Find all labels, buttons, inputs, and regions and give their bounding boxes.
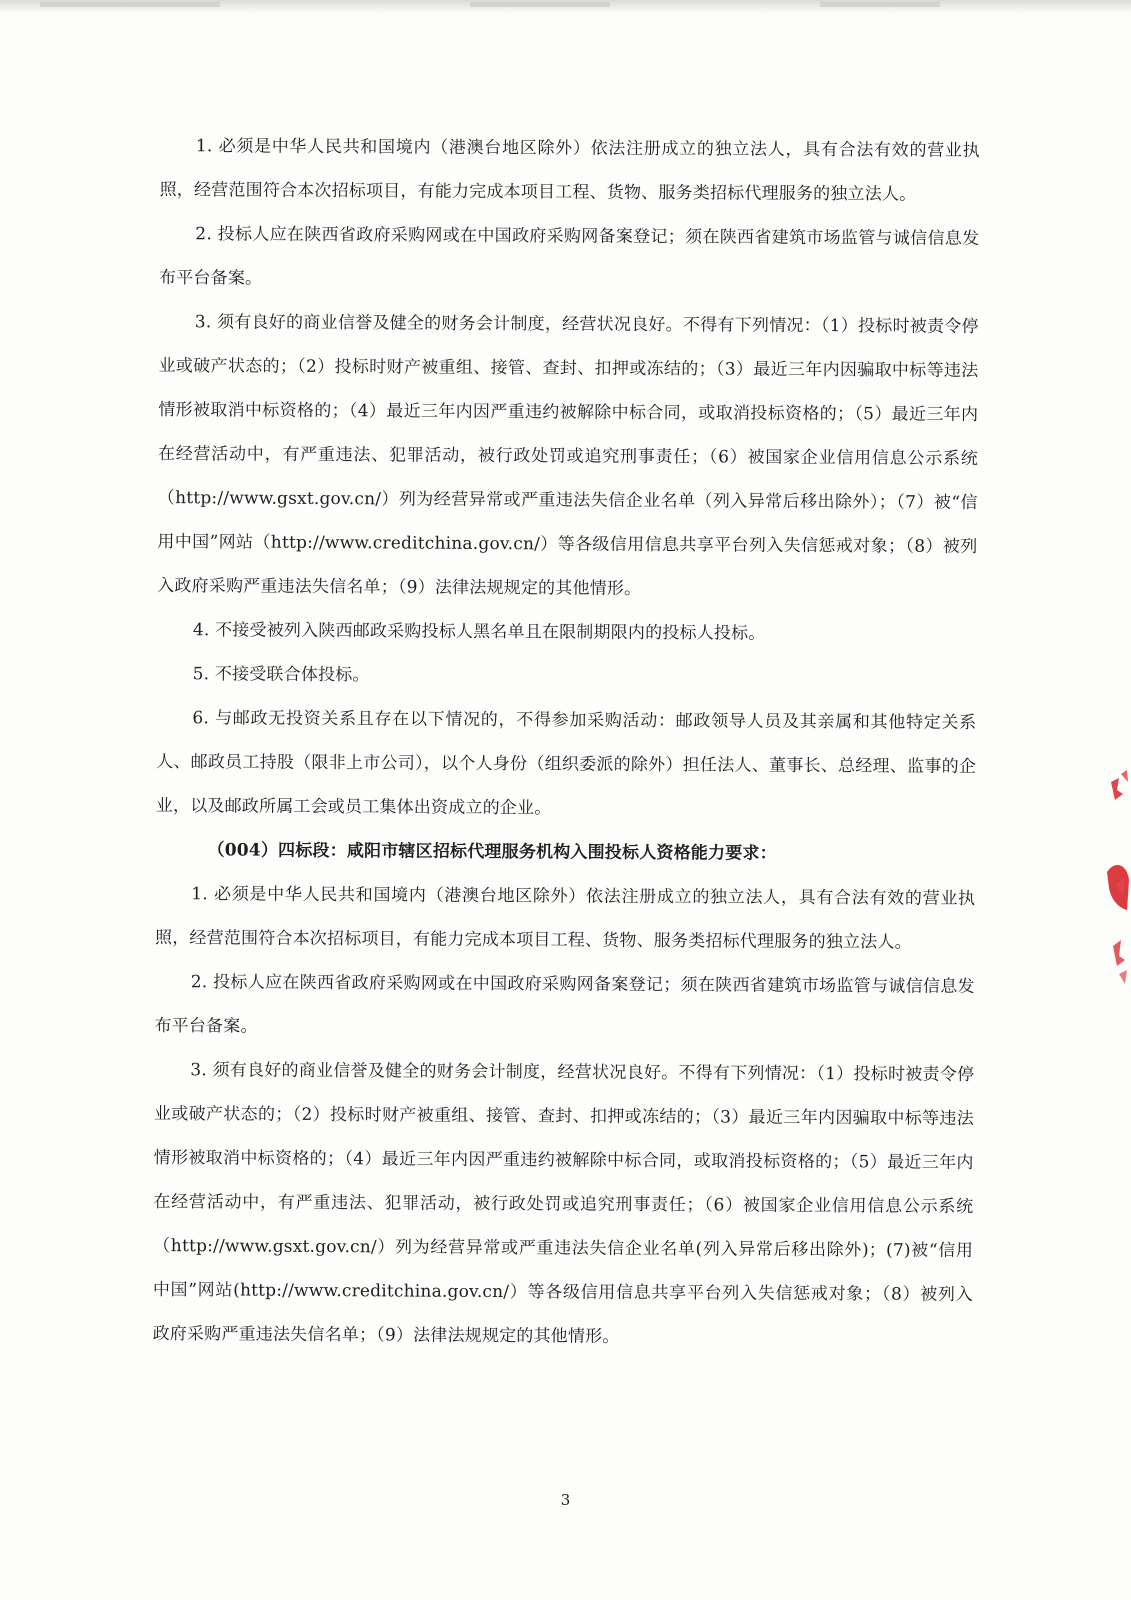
red-seal-fragment	[1097, 760, 1131, 1010]
page-number: 3	[560, 1491, 571, 1509]
paragraph-section3-item-6: 6. 与邮政无投资关系且存在以下情况的，不得参加采购活动：邮政领导人员及其亲属和其他特定关系人、邮政员工持股（限非上市公司），以个人身份（组织委派的除外）担任法人、董事长、总经理、监事的企业，以及邮政所属工会或员工集体出资成立的企业。	[155, 708, 977, 819]
paragraph-section3-item-4: 4. 不接受被列入陕西邮政采购投标人黑名单且在限制期限内的投标人投标。	[192, 620, 766, 644]
paragraph-section3-item-2: 2. 投标人应在陕西省政府采购网或在中国政府采购网备案登记；须在陕西省建筑市场监管与诚信信息发布平台备案。	[158, 224, 980, 289]
paragraph-lot4-item-1: 1. 必须是中华人民共和国境内（港澳台地区除外）依法注册成立的独立法人，具有合法有效的营业执照，经营范围符合本次招标项目，有能力完成本项目工程、货物、服务类招标代理服务的独立法人。	[154, 884, 976, 953]
paragraph-section3-item-5: 5. 不接受联合体投标。	[192, 664, 370, 686]
scan-smudge	[820, 2, 940, 7]
paragraph-lot4-item-2: 2. 投标人应在陕西省政府采购网或在中国政府采购网备案登记；须在陕西省建筑市场监管与诚信信息发布平台备案。	[154, 972, 975, 1037]
scan-smudge	[40, 2, 220, 7]
section-heading-lot-4: （004）四标段：咸阳市辖区招标代理服务机构入围投标人资格能力要求：	[207, 840, 777, 864]
paragraph-lot4-item-3: 3. 须有良好的商业信誉及健全的财务会计制度，经营状况良好。不得有下列情况：（1）投标时被责令停业或破产状态的；（2）投标时财产被重组、接管、查封、扣押或冻结的；（3）最近三年内因骗取中标等违法情形被取消中标资格的；（4）最近三年内因严重违约被解除中标合同，或取消投标资格的；（5）最近三年内在经营活动中，有严重违法、犯罪活动，被行政处罚或追究刑事责任；（6）被国家企业信用信息公示系统（http://www.gsxt.gov.cn/）列为经营异常或严重违法失信企业名单(列入异常后移出除外)；(7)被“信用中国”网站(http://www.creditchina.gov.cn/）等各级信用信息共享平台列入失信惩戒对象；（8）被列入政府采购严重违法失信名单；（9）法律法规规定的其他情形。	[152, 1060, 975, 1347]
paragraph-section3-item-3: 3. 须有良好的商业信誉及健全的财务会计制度，经营状况良好。不得有下列情况：（1）投标时被责令停业或破产状态的；（2）投标时财产被重组、接管、查封、扣押或冻结的；（3）最近三年内因骗取中标等违法情形被取消中标资格的；（4）最近三年内因严重违约被解除中标合同，或取消投标资格的；（5）最近三年内在经营活动中，有严重违法、犯罪活动，被行政处罚或追究刑事责任；（6）被国家企业信用信息公示系统（http://www.gsxt.gov.cn/）列为经营异常或严重违法失信企业名单（列入异常后移出除外）；（7）被“信用中国”网站（http://www.creditchina.gov.cn/）等各级信用信息共享平台列入失信惩戒对象；（8）被列入政府采购严重违法失信名单；（9）法律法规规定的其他情形。	[157, 312, 979, 599]
document-body	[152, 124, 980, 1361]
paragraph-section3-item-1: 1. 必须是中华人民共和国境内（港澳台地区除外）依法注册成立的独立法人，具有合法有效的营业执照，经营范围符合本次招标项目，有能力完成本项目工程、货物、服务类招标代理服务的独立法人。	[159, 136, 980, 205]
scan-smudge	[470, 2, 610, 7]
scan-top-edge	[0, 0, 1131, 14]
